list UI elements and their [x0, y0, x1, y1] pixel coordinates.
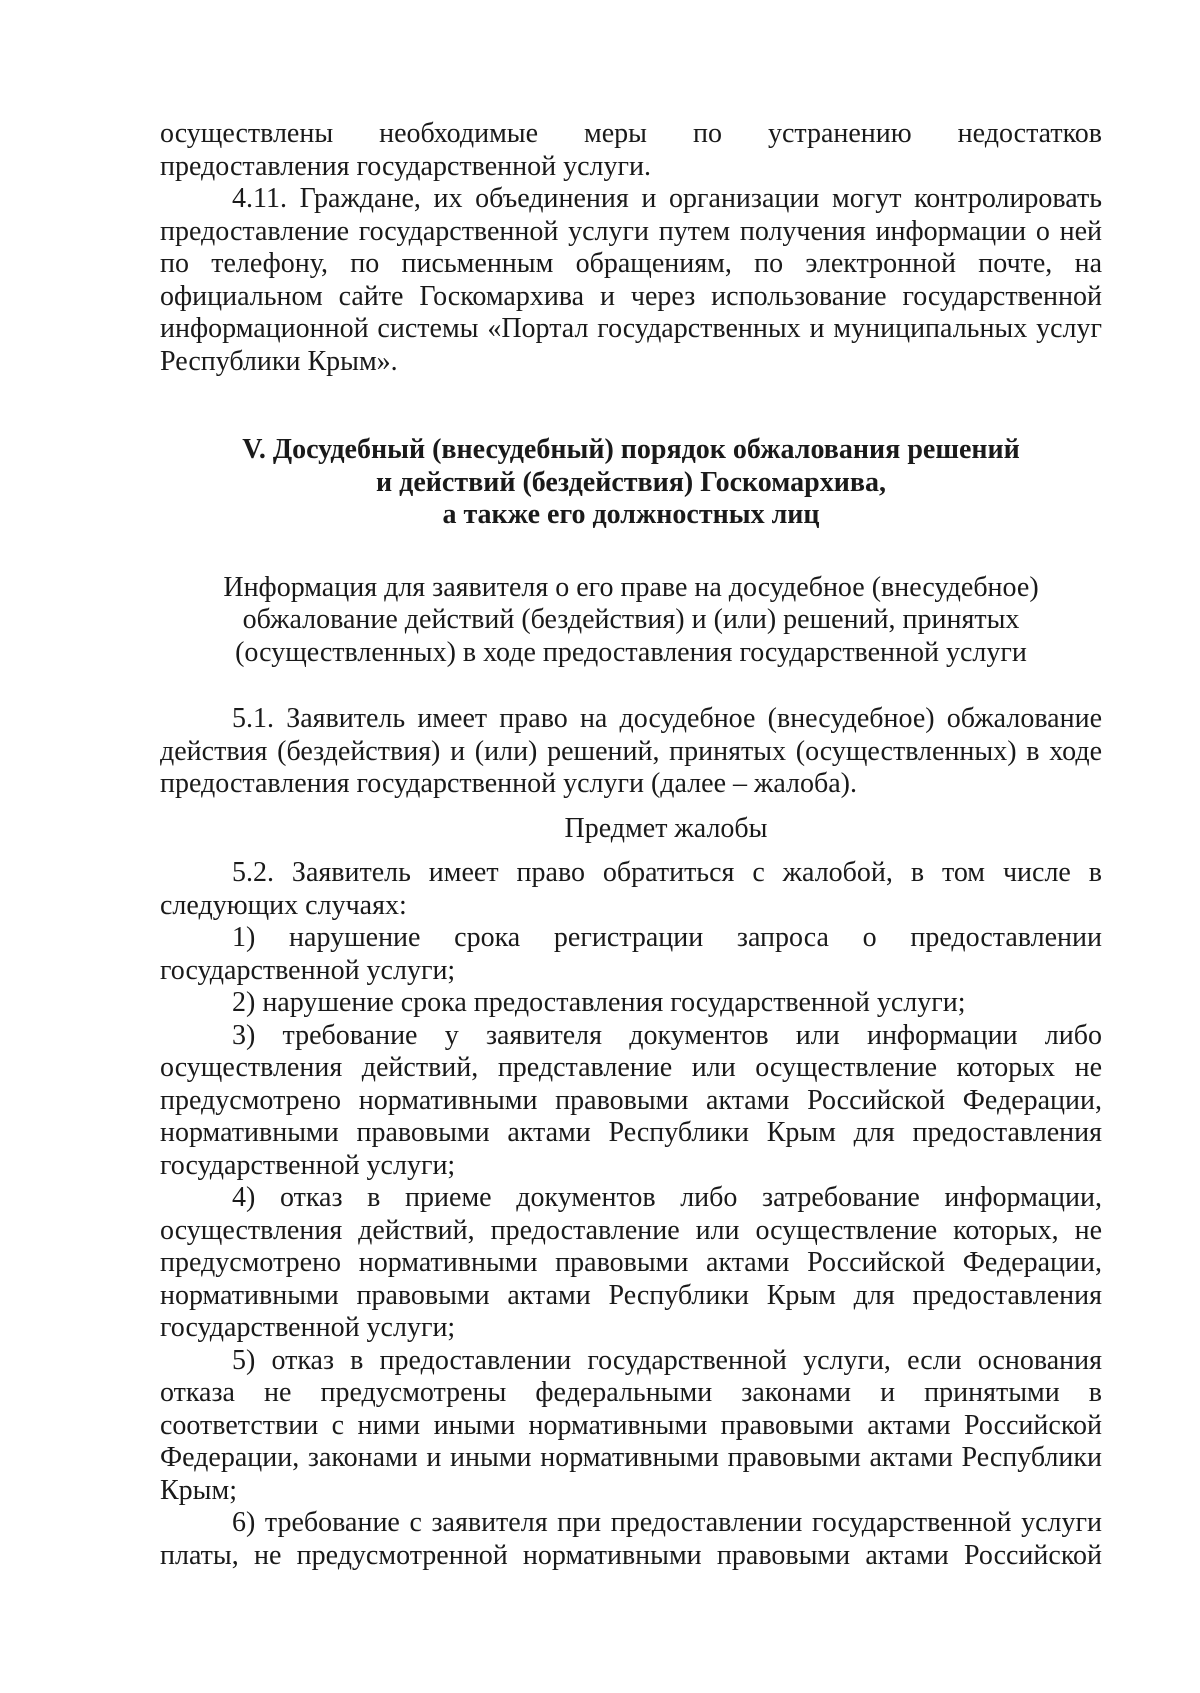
info-heading-line2: обжалование действий (бездействия) и (или) решений, принятых: [242, 604, 1020, 635]
info-heading: [160, 572, 1102, 670]
spacer: [160, 378, 1102, 434]
spacer: [160, 669, 1102, 703]
list-item-6: 6) требование с заявителя при предоставлении государственной услуги платы, не предусмотренной нормативными правовыми актами Российской: [160, 1507, 1102, 1571]
paragraph-continuation-line1: осуществлены необходимые меры по устранению недостатков: [160, 118, 1102, 149]
section-heading-line1: V. Досудебный (внесудебный) порядок обжалования решений: [242, 434, 1020, 465]
paragraph-5-1: 5.1. Заявитель имеет право на досудебное (внесудебное) обжалование действия (бездействия) и (или) решений, принятых (осуществленных) в ходе предоставления государственной услуги (далее – жалоба).: [160, 703, 1102, 799]
section-heading-line3: а также его должностных лиц: [442, 499, 820, 530]
subject-heading: Предмет жалобы: [564, 812, 768, 844]
paragraph-continuation-line2: предоставления государственной услуги.: [160, 150, 651, 182]
paragraph-4-11: 4.11. Граждане, их объединения и организации могут контролировать предоставление государственной услуги путем получения информации о ней по телефону, по письменным обращениям, по электронной почте, на официальном сайте Госкомархива и через использование государственной информационной системы «Портал государственных и муниципальных услуг Республики Крым».: [160, 183, 1102, 377]
info-heading-line3: (осуществленных) в ходе предоставления государственной услуги: [235, 636, 1027, 668]
spacer: [160, 845, 1102, 857]
list-item-2: 2) нарушение срока предоставления государственной услуги;: [232, 987, 966, 1018]
document-page: [160, 118, 1102, 1572]
list-item-1: 1) нарушение срока регистрации запроса о предоставлении государственной услуги;: [160, 922, 1102, 986]
list-item-4: 4) отказ в приеме документов либо затребование информации, осуществления действий, предоставление или осуществление которых, не предусмотрено нормативными правовыми актами Российской Федерации, нормативными правовыми актами Республики Крым для предоставления государственной услуги;: [160, 1182, 1102, 1343]
section-heading: [160, 434, 1102, 532]
section-heading-line2: и действий (бездействия) Госкомархива,: [376, 466, 886, 498]
paragraph-5-2: 5.2. Заявитель имеет право обратиться с жалобой, в том числе в следующих случаях:: [160, 857, 1102, 921]
spacer: [160, 532, 1102, 572]
spacer: [160, 801, 1102, 813]
list-item-5: 5) отказ в предоставлении государственной услуги, если основания отказа не предусмотрены федеральными законами и принятыми в соответствии с ними иными нормативными правовыми актами Российской Федерации, законами и иными нормативными правовыми актами Республики Крым;: [160, 1344, 1102, 1506]
list-item-3: 3) требование у заявителя документов или информации либо осуществления действий, представление или осуществление которых не предусмотрено нормативными правовыми актами Российской Федерации, нормативными правовыми актами Республики Крым для предоставления государственной услуги;: [160, 1019, 1102, 1181]
info-heading-line1: Информация для заявителя о его праве на досудебное (внесудебное): [223, 571, 1039, 603]
